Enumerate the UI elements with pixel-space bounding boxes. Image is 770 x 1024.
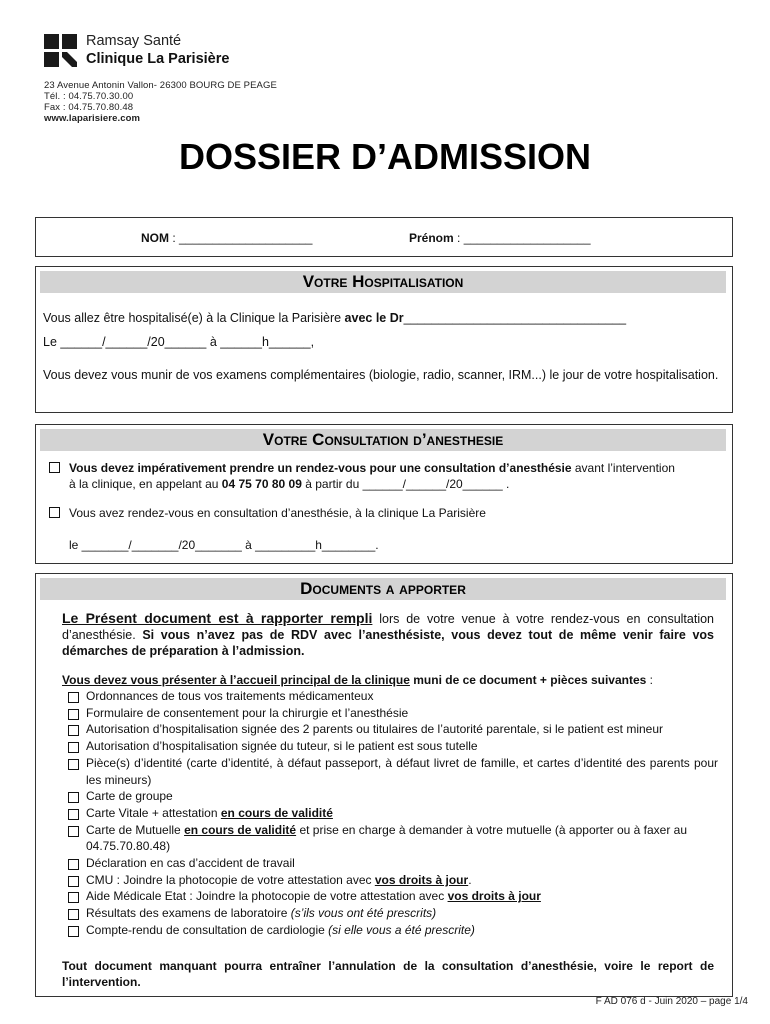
logo-name: Ramsay Santé [86,33,182,49]
missing-documents-warning: Tout document manquant pourra entraîner l’annulation de la consultation d’anesthésie, voire le report de l’intervention. [62,959,714,989]
hospitalisation-section [35,266,733,413]
list-item[interactable] [62,888,718,905]
checkbox-icon[interactable] [68,809,79,820]
documents-list-intro [62,672,722,688]
anesthesie-item1-bold: Vous devez impérativement prendre un rendez-vous pour une consultation d’anesthésie [69,461,572,475]
doctor-blank: ________________________________ [403,311,627,325]
list-item-note: (si elle vous a été prescrite) [328,922,475,937]
ramsay-logo-icon [44,34,78,68]
anesthesie-heading: Votre Consultation d’anesthesie [40,429,726,451]
anesthesie-section [35,424,733,564]
anesthesie-item-1[interactable] [49,460,725,492]
documents-list-intro-end: : [646,673,653,687]
clinic-address: 23 Avenue Antonin Vallon- 26300 BOURG DE PEAGE [44,80,277,91]
list-item-text: . [468,872,472,887]
nom-blank: : ____________________ [169,231,313,245]
anesthesie-item2-date[interactable]: le _______/_______/20_______ à _________h________. [69,538,379,552]
clinic-website[interactable]: www.laparisiere.com [44,113,141,124]
anesthesie-item1-rest: avant l’intervention [571,461,675,475]
list-item[interactable] [62,855,718,872]
list-item-text: et prise en charge à demander à votre mutuelle (à apporter ou à faxer au 04.75.70.80.48) [86,822,688,854]
list-item[interactable] [62,822,718,855]
hospitalisation-line1-text: Vous allez être hospitalisé(e) à la Clinique la Parisière [43,311,345,325]
page-title: DOSSIER D’ADMISSION [178,136,592,177]
list-item-note: (s’ils vous ont été prescrits) [290,906,437,921]
list-item-text: CMU : Joindre la photocopie de votre attestation avec [86,872,375,887]
list-item-emphasis: en cours de validité [220,805,333,820]
list-item-text: Compte-rendu de consultation de cardiologie [86,922,329,937]
documents-list-intro-bold: muni de ce document + pièces suivantes [409,673,647,687]
checkbox-icon[interactable] [68,909,79,920]
checkbox-icon[interactable] [68,725,79,736]
documents-list-intro-u: Vous devez vous présenter à l’accueil principal de la clinique [62,673,410,687]
nom-label: NOM [141,231,169,245]
prenom-field[interactable] [409,230,591,246]
list-item-text: Ordonnances de tous vos traitements médicamenteux [86,689,374,703]
documents-section [35,573,733,997]
documents-intro [62,610,714,659]
checkbox-icon[interactable] [68,709,79,720]
list-item-text: Carte de groupe [86,789,173,804]
documents-intro-rest: lors de votre venue à votre rendez-vous en consultation d’anesthésie. [62,612,714,642]
checkbox-icon[interactable] [49,462,60,473]
list-item[interactable] [62,738,718,755]
anesthesie-item2-text: Vous avez rendez-vous en consultation d’anesthésie, à la clinique La Parisière [69,506,486,520]
list-item[interactable] [62,905,718,922]
documents-checklist [62,688,718,939]
list-item[interactable] [62,721,718,738]
list-item-text: Formulaire de consentement pour la chirurgie et l’anesthésie [86,705,409,720]
list-item[interactable] [62,755,718,788]
checkbox-icon[interactable] [68,826,79,837]
checkbox-icon[interactable] [68,892,79,903]
logo-clinic-name: Clinique La Parisière [86,51,230,67]
checkbox-icon[interactable] [68,926,79,937]
hospitalisation-doctor-line[interactable] [43,310,723,326]
documents-intro-bold: Le Présent document est à rapporter rempli [62,610,373,626]
list-item-text: Aide Médicale Etat : Joindre la photocopie de votre attestation avec [86,889,448,904]
hospitalisation-heading: Votre Hospitalisation [40,271,726,293]
identity-box [35,217,733,257]
anesthesie-item1-date: à partir du ______/______/20______ . [301,477,510,491]
nom-field[interactable] [141,230,312,246]
anesthesie-phone: 04 75 70 80 09 [221,477,302,491]
prenom-blank: : ___________________ [453,231,591,245]
list-item[interactable] [62,705,718,722]
checkbox-icon[interactable] [68,692,79,703]
clinic-phone: Tél. : 04.75.70.30.00 [44,91,134,102]
list-item[interactable] [62,688,718,705]
list-item-emphasis: en cours de validité [184,822,297,837]
list-item[interactable] [62,922,718,939]
doctor-label: avec le Dr [344,311,404,325]
hospitalisation-exams-note: Vous devez vous munir de vos examens complémentaires (biologie, radio, scanner, IRM...) le jour de votre hospitalisation. [43,368,719,382]
list-item-text: Résultats des examens de laboratoire [86,906,291,921]
checkbox-icon[interactable] [68,876,79,887]
prenom-label: Prénom [409,231,454,245]
anesthesie-item-2[interactable] [49,505,725,521]
hospitalisation-date-line[interactable]: Le ______/______/20______ à ______h______, [43,335,315,349]
checkbox-icon[interactable] [49,507,60,518]
list-item-text: Pièce(s) d’identité (carte d’identité, à défaut passeport, à défaut livret de famille, et cartes d’identité des parents pour les mineurs) [86,755,718,787]
clinic-fax: Fax : 04.75.70.80.48 [44,102,134,113]
documents-heading: Documents a apporter [40,578,726,600]
list-item[interactable] [62,872,718,889]
list-item-text: Autorisation d’hospitalisation signée des 2 parents ou titulaires de l’autorité parentale, si le patient est mineur [86,722,664,737]
documents-intro-note: Si vous n’avez pas de RDV avec l’anesthésiste, vous devez tout de même venir faire vos démarches de préparation à l’admission. [62,628,714,658]
list-item[interactable] [62,788,718,805]
checkbox-icon[interactable] [68,859,79,870]
checkbox-icon[interactable] [68,742,79,753]
list-item-text: Carte de Mutuelle [86,822,185,837]
list-item-text: Carte Vitale + attestation [86,805,221,820]
list-item-emphasis: vos droits à jour [447,889,541,904]
anesthesie-item1-line2: à la clinique, en appelant au [69,477,222,491]
checkbox-icon[interactable] [68,759,79,770]
checkbox-icon[interactable] [68,792,79,803]
list-item-emphasis: vos droits à jour [374,872,469,887]
list-item-text: Autorisation d’hospitalisation signée du tuteur, si le patient est sous tutelle [86,739,478,754]
list-item[interactable] [62,805,718,822]
list-item-text: Déclaration en cas d’accident de travail [86,856,295,871]
page-footer: F AD 076 d - Juin 2020 – page 1/4 [595,996,748,1007]
